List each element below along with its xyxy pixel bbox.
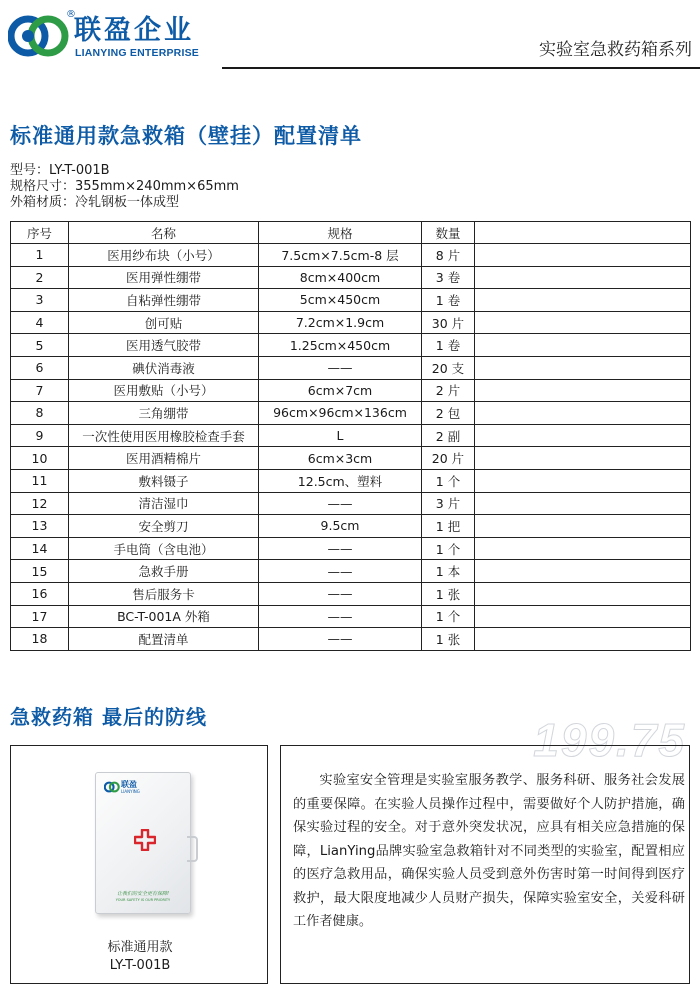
cell-spec: 96cm×96cm×136cm <box>259 402 422 425</box>
cell-blank <box>475 244 691 267</box>
cell-index: 10 <box>11 447 69 470</box>
kit-logo-icon <box>104 781 120 793</box>
cell-spec: 12.5cm、塑料 <box>259 469 422 492</box>
cell-index: 4 <box>11 311 69 334</box>
table-body <box>11 244 691 651</box>
cell-spec: 5cm×450cm <box>259 289 422 312</box>
cell-spec: —— <box>259 537 422 560</box>
cell-spec: —— <box>259 605 422 628</box>
cell-blank <box>475 402 691 425</box>
cell-quantity: 20 片 <box>422 447 475 470</box>
cell-name: 医用纱布块（小号） <box>69 244 259 267</box>
cell-spec: —— <box>259 628 422 651</box>
cell-spec: —— <box>259 560 422 583</box>
cell-blank <box>475 605 691 628</box>
cell-index: 12 <box>11 492 69 515</box>
cell-spec: 6cm×7cm <box>259 379 422 402</box>
product-name: 标准通用款 <box>107 940 173 955</box>
cell-spec: 8cm×400cm <box>259 266 422 289</box>
header-divider <box>222 67 700 69</box>
page-header <box>0 0 700 70</box>
cell-quantity: 30 片 <box>422 311 475 334</box>
cell-name: 急救手册 <box>69 560 259 583</box>
cell-blank <box>475 515 691 538</box>
cell-index: 14 <box>11 537 69 560</box>
table-row <box>11 515 691 538</box>
cell-name: 碘伏消毒液 <box>69 356 259 379</box>
cell-quantity: 1 把 <box>422 515 475 538</box>
table-row <box>11 469 691 492</box>
table-row <box>11 492 691 515</box>
cell-blank <box>475 266 691 289</box>
cell-quantity: 1 卷 <box>422 289 475 312</box>
cell-index: 9 <box>11 424 69 447</box>
header-spec: 规格 <box>259 222 422 244</box>
section-title: 急救药箱 最后的防线 <box>10 705 207 729</box>
cell-name: BC-T-001A 外箱 <box>69 605 259 628</box>
cell-blank <box>475 447 691 470</box>
spec-block <box>10 163 239 211</box>
cell-quantity: 8 片 <box>422 244 475 267</box>
header-name: 名称 <box>69 222 259 244</box>
cell-index: 16 <box>11 582 69 605</box>
cell-blank <box>475 628 691 651</box>
table-header-row <box>11 222 691 244</box>
cell-index: 18 <box>11 628 69 651</box>
kit-brand-label: 联盈 <box>121 780 137 789</box>
table-row <box>11 537 691 560</box>
cell-spec: 1.25cm×450cm <box>259 334 422 357</box>
table-row <box>11 560 691 583</box>
cell-name: 创可贴 <box>69 311 259 334</box>
watermark-number: 199.75 <box>533 714 686 766</box>
table-row <box>11 379 691 402</box>
spec-size: 规格尺寸：355mm×240mm×65mm <box>10 179 239 194</box>
cell-quantity: 1 张 <box>422 628 475 651</box>
cell-blank <box>475 492 691 515</box>
cell-index: 2 <box>11 266 69 289</box>
table-row <box>11 289 691 312</box>
kit-handle <box>187 836 198 862</box>
header-quantity: 数量 <box>422 222 475 244</box>
table-row <box>11 244 691 267</box>
company-logo <box>8 10 228 62</box>
cell-index: 5 <box>11 334 69 357</box>
cell-index: 3 <box>11 289 69 312</box>
table-row <box>11 334 691 357</box>
cell-spec: L <box>259 424 422 447</box>
cell-quantity: 1 张 <box>422 582 475 605</box>
cell-quantity: 20 支 <box>422 356 475 379</box>
lianying-logo-icon <box>8 14 70 58</box>
cell-name: 敷料镊子 <box>69 469 259 492</box>
cell-quantity: 1 本 <box>422 560 475 583</box>
cell-blank <box>475 537 691 560</box>
cell-name: 医用弹性绷带 <box>69 266 259 289</box>
cell-blank <box>475 424 691 447</box>
cell-quantity: 2 副 <box>422 424 475 447</box>
cell-name: 清洁湿巾 <box>69 492 259 515</box>
cell-spec: —— <box>259 492 422 515</box>
cell-blank <box>475 311 691 334</box>
logo-english-name: LIANYING ENTERPRISE <box>75 47 199 59</box>
cell-quantity: 2 包 <box>422 402 475 425</box>
table-row <box>11 311 691 334</box>
cell-blank <box>475 356 691 379</box>
cell-spec: —— <box>259 356 422 379</box>
product-image-box <box>10 745 268 984</box>
cell-name: 自粘弹性绷带 <box>69 289 259 312</box>
table-row <box>11 582 691 605</box>
cell-name: 三角绷带 <box>69 402 259 425</box>
spec-material: 外箱材质：冷轧钢板一体成型 <box>10 195 180 210</box>
cell-name: 安全剪刀 <box>69 515 259 538</box>
cell-name: 售后服务卡 <box>69 582 259 605</box>
medical-cross-icon <box>134 829 156 851</box>
cell-blank <box>475 334 691 357</box>
cell-index: 1 <box>11 244 69 267</box>
logo-chinese-name: 联盈企业 <box>74 15 194 46</box>
cell-blank <box>475 379 691 402</box>
cell-quantity: 3 片 <box>422 492 475 515</box>
cell-spec: —— <box>259 582 422 605</box>
cell-name: 医用透气胶带 <box>69 334 259 357</box>
header-blank <box>475 222 691 244</box>
cell-quantity: 3 卷 <box>422 266 475 289</box>
cell-spec: 7.2cm×1.9cm <box>259 311 422 334</box>
cell-name: 一次性使用医用橡胶检查手套 <box>69 424 259 447</box>
series-title: 实验室急救药箱系列 <box>539 40 692 60</box>
cell-name: 医用酒精棉片 <box>69 447 259 470</box>
cell-index: 17 <box>11 605 69 628</box>
table-row <box>11 447 691 470</box>
kit-slogan-english: YOUR SAFETY IS OUR PRIORITY <box>115 898 171 902</box>
table-row <box>11 356 691 379</box>
cell-name: 配置清单 <box>69 628 259 651</box>
description-paragraph: 实验室安全管理是实验室服务教学、服务科研、服务社会发展的重要保障。在实验人员操作过程中，需要做好个人防护措施，确保实验过程的安全。对于意外突发状况，应具有相关应急措施的保障，LianYing品牌实验室急救箱针对不同类型的实验室，配置相应的医疗急救用品，确保实验人员受到意外伤害时第一时间得到医疗救护，最大限度地减少人员财产损失，保障实验室安全，关爱科研工作者健康。 <box>293 773 685 929</box>
cell-spec: 9.5cm <box>259 515 422 538</box>
cell-blank <box>475 469 691 492</box>
cell-index: 7 <box>11 379 69 402</box>
cell-index: 8 <box>11 402 69 425</box>
page-title: 标准通用款急救箱（壁挂）配置清单 <box>10 124 362 148</box>
kit-brand-english: LIANYING <box>121 789 140 794</box>
first-aid-kit-image <box>95 772 191 914</box>
configuration-table <box>10 221 691 651</box>
cell-blank <box>475 582 691 605</box>
cell-index: 11 <box>11 469 69 492</box>
cell-blank <box>475 560 691 583</box>
cell-index: 13 <box>11 515 69 538</box>
cell-spec: 7.5cm×7.5cm-8 层 <box>259 244 422 267</box>
registered-mark: ® <box>66 9 76 20</box>
cell-quantity: 1 个 <box>422 469 475 492</box>
cell-quantity: 1 卷 <box>422 334 475 357</box>
table-row <box>11 424 691 447</box>
table-row <box>11 402 691 425</box>
cell-name: 手电筒（含电池） <box>69 537 259 560</box>
table-row <box>11 266 691 289</box>
description-box <box>280 745 690 984</box>
table-row <box>11 605 691 628</box>
table-row <box>11 628 691 651</box>
cell-quantity: 1 个 <box>422 605 475 628</box>
cell-index: 15 <box>11 560 69 583</box>
cell-quantity: 1 个 <box>422 537 475 560</box>
cell-quantity: 2 片 <box>422 379 475 402</box>
cell-blank <box>475 289 691 312</box>
cell-name: 医用敷贴（小号） <box>69 379 259 402</box>
spec-model: 型号：LY-T-001B <box>10 163 110 178</box>
product-model: LY-T-001B <box>109 958 171 973</box>
cell-spec: 6cm×3cm <box>259 447 422 470</box>
header-index: 序号 <box>11 222 69 244</box>
kit-slogan: 让我们的安全更有保障! <box>116 891 169 897</box>
cell-index: 6 <box>11 356 69 379</box>
